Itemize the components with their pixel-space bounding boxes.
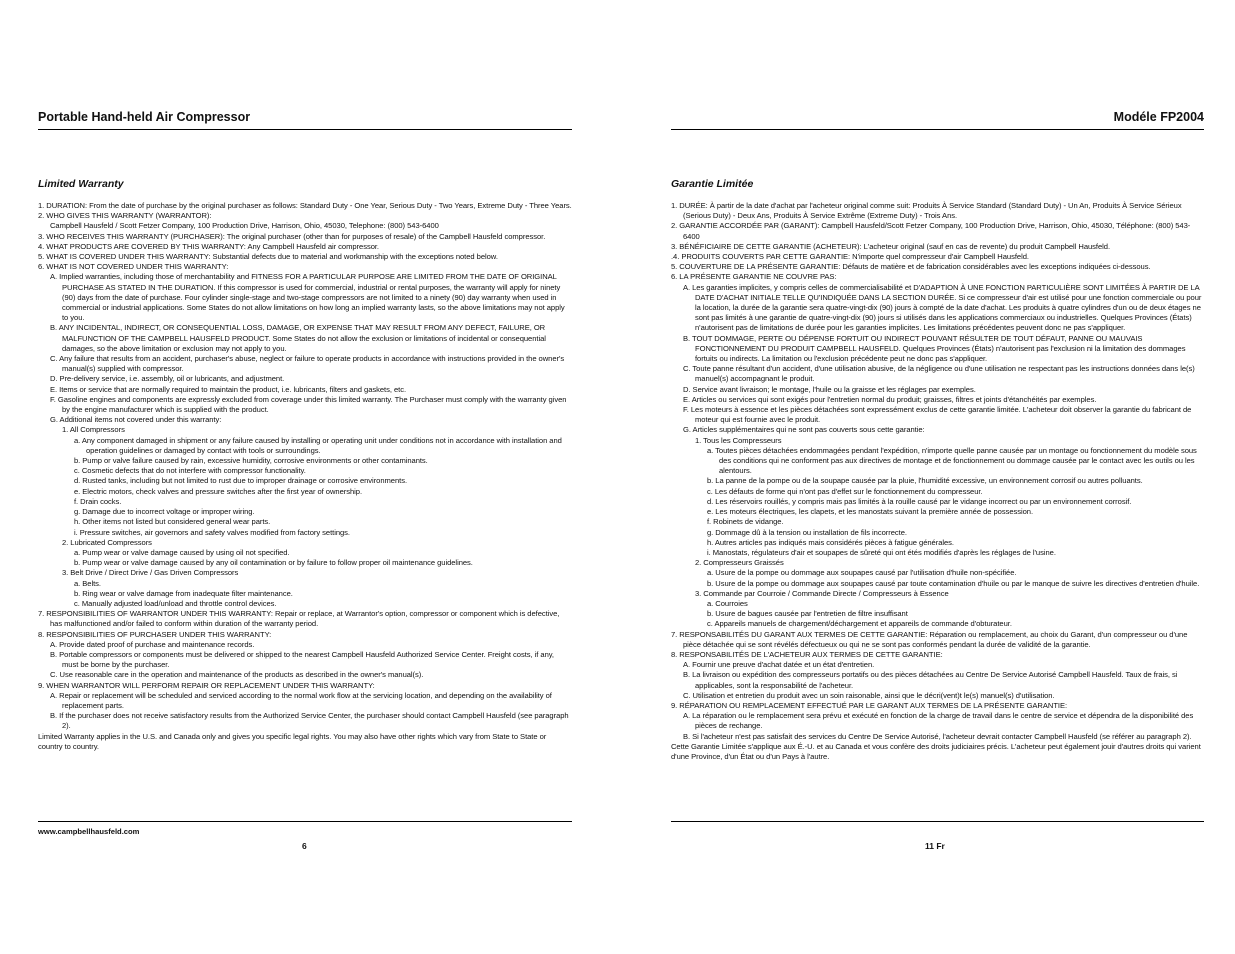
warranty-paragraph: b. La panne de la pompe ou de la soupape causée par la pluie, l'humidité excessive, un environnement corrosif ou autres polluants. (707, 476, 1143, 486)
warranty-paragraph: f. Robinets de vidange. (707, 517, 784, 527)
warranty-paragraph: i. Manostats, régulateurs d'air et soupapes de sûreté qui ont étés modifiés d'après les réglages de l'usine. (707, 547, 1056, 557)
warranty-paragraph: e. Electric motors, check valves and pressure switches after the first year of ownership. (74, 486, 363, 496)
warranty-paragraph: G. Additional items not covered under this warranty: (50, 415, 222, 425)
warranty-paragraph: c. Cosmetic defects that do not interfere with compressor functionality. (74, 466, 306, 476)
warranty-paragraph: Cette Garantie Limitée s'applique aux É.-U. et au Canada et vous confère des droits judiciaires précis. L'acheteur peut également jouir d'autres droits qui varient d'une Province, d'un État ou d'un Pays à l'autre. (671, 741, 1201, 761)
warranty-paragraph: 3. Belt Drive / Direct Drive / Gas Driven Compressors (62, 568, 239, 578)
left-page-english (38, 0, 572, 954)
header-rule (671, 129, 1204, 130)
warranty-paragraph: F. Gasoline engines and components are expressly excluded from coverage under this limited warranty. The Purchaser must comply with the warranty given by the engine manufacturer which is supplied with the product. (50, 394, 567, 415)
warranty-paragraph: E. Articles ou services qui sont exigés pour l'entretien normal du produit; graisses, filtres et joints d'étanchéités par exemples. (683, 394, 1097, 404)
warranty-paragraph: h. Other items not listed but considered general wear parts. (74, 517, 271, 527)
warranty-paragraph: d. Rusted tanks, including but not limited to rust due to improper drainage or corrosive environments. (74, 476, 407, 486)
warranty-paragraph: a. Usure de la pompe ou dommage aux soupapes causé par l'utilisation d'huile non-spécifiée. (707, 568, 1017, 578)
warranty-paragraph: 5. COUVERTURE DE LA PRÉSENTE GARANTIE: Défauts de matière et de fabrication considérables avec les exceptions indiquées ci-dessous. (671, 262, 1151, 272)
footer-rule (38, 821, 572, 822)
footer-rule (671, 821, 1204, 822)
warranty-paragraph: C. Toute panne résultant d'un accident, d'une utilisation abusive, de la négligence ou d'une utilisation ne respectant pas les instructions données dans le(s) manuel(s) accompagnant le produit. (683, 364, 1195, 384)
warranty-paragraph: 8. RESPONSABILITÉS DE L'ACHETEUR AUX TERMES DE CETTE GARANTIE: (671, 649, 943, 659)
warranty-paragraph: B. TOUT DOMMAGE, PERTE OU DÉPENSE FORTUIT OU INDIRECT POUVANT RÉSULTER DE TOUT DÉFAUT, PANNE OU MAUVAIS FONCTIONNEMENT DU PRODUIT CAMPBELL HAUSFELD. Quelques Provinces (États) n'autorisent pas l'exclusion ni la limitation des dommages fortuits ou indirects. La limitation ou l'exclusion précédente peut ne donc pas s'appliquer. (683, 333, 1186, 364)
warranty-paragraph: 1. Tous les Compresseurs (695, 435, 782, 445)
warranty-paragraph: a. Toutes pièces détachées endommagées pendant l'expédition, n'importe quelle panne causée par un montage ou fonctionnement du modèle sous des conditions qui ne conforment pas aux directives de montage et de fonctionnement ou dommage causée par le contact avec les outils ou les alentours. (707, 445, 1197, 476)
warranty-paragraph: h. Autres articles pas indiqués mais considérés pièces à fatigue générales. (707, 537, 954, 547)
warranty-paragraph: 5. WHAT IS COVERED UNDER THIS WARRANTY: Substantial defects due to material and workmanship with the exceptions noted below. (38, 252, 498, 262)
warranty-paragraph: G. Articles supplémentaires qui ne sont pas couverts sous cette garantie: (683, 425, 925, 435)
warranty-text (38, 201, 572, 752)
warranty-paragraph: B. If the purchaser does not receive satisfactory results from the Authorized Service Center, the purchaser should contact Campbell Hausfeld (see paragraph 2). (50, 711, 569, 731)
warranty-text (671, 201, 1204, 762)
warranty-paragraph: .4. PRODUITS COUVERTS PAR CETTE GARANTIE: N'importe quel compresseur d'air Campbell Hausfeld. (671, 252, 1029, 262)
warranty-paragraph: E. Items or service that are normally required to maintain the product, i.e. lubricants, filters and gaskets, etc. (50, 384, 407, 394)
warranty-paragraph: g. Dommage dû à la tension ou installation de fils incorrecte. (707, 527, 907, 537)
warranty-paragraph: B. La livraison ou expédition des compresseurs portatifs ou des pièces détachées au Centre De Service Autorisé Campbell Hausfeld. Taux de frais, si applicables, sont la responsabilité de l'acheteur. (683, 670, 1178, 690)
warranty-paragraph: 8. RESPONSIBILITIES OF PURCHASER UNDER THIS WARRANTY: (38, 629, 272, 639)
page-number: 6 (302, 841, 307, 851)
warranty-paragraph: g. Damage due to incorrect voltage or improper wiring. (74, 507, 255, 517)
warranty-paragraph: C. Use reasonable care in the operation and maintenance of the products as described in the owner's manual(s). (50, 670, 424, 680)
warranty-paragraph: 1. DURATION: From the date of purchase by the original purchaser as follows: Standard Duty - One Year, Serious Duty - Two Years, Extreme Duty - Three Years. (38, 201, 572, 210)
warranty-paragraph: 3. WHO RECEIVES THIS WARRANTY (PURCHASER): The original purchaser (other than for purposes of resale) of the Campbell Hausfeld compressor. (38, 231, 546, 241)
warranty-paragraph: Campbell Hausfeld / Scott Fetzer Company, 100 Production Drive, Harrison, Ohio, 45030, Telephone: (800) 543-6400 (50, 221, 439, 231)
warranty-paragraph: a. Courroies (707, 598, 748, 608)
warranty-paragraph: c. Manually adjusted load/unload and throttle control devices. (74, 598, 277, 608)
warranty-paragraph: Limited Warranty applies in the U.S. and Canada only and gives you specific legal rights. You may also have other rights which vary from State to State or country to country. (38, 731, 547, 751)
warranty-paragraph: f. Drain cocks. (74, 496, 122, 506)
warranty-paragraph: B. Si l'acheteur n'est pas satisfait des services du Centre De Service Autorisé, l'acheteur devrait contacter Campbell Hausfeld (se référer au paragraph 2). (683, 731, 1192, 741)
section-title: Garantie Limitée (671, 178, 754, 190)
header-title: Portable Hand-held Air Compressor (38, 110, 251, 124)
warranty-paragraph: a. Any component damaged in shipment or any failure caused by installing or operating unit under conditions not in accordance with installation and operation guidelines or damaged by contact with tools or surroundings. (74, 435, 562, 455)
warranty-paragraph: a. Belts. (74, 578, 101, 588)
page-number: 11 Fr (925, 841, 945, 851)
warranty-paragraph: D. Service avant livraison; le montage, l'huile ou la graisse et les réglages par exemples. (683, 384, 976, 394)
warranty-paragraph: 6. WHAT IS NOT COVERED UNDER THIS WARRANTY: (38, 262, 229, 272)
right-page-french (671, 0, 1204, 954)
warranty-paragraph: 2. Compresseurs Graissés (695, 558, 784, 568)
warranty-paragraph: A. Provide dated proof of purchase and maintenance records. (50, 639, 255, 649)
footer-url: www.campbellhausfeld.com (38, 827, 140, 836)
warranty-paragraph: D. Pre-delivery service, i.e. assembly, oil or lubricants, and adjustment. (50, 374, 285, 384)
warranty-paragraph: 2. WHO GIVES THIS WARRANTY (WARRANTOR): (38, 211, 212, 221)
warranty-paragraph: b. Usure de bagues causée par l'entretien de filtre insuffisant (707, 609, 908, 619)
warranty-paragraph: 4. WHAT PRODUCTS ARE COVERED BY THIS WARRANTY: Any Campbell Hausfeld air compressor. (38, 241, 379, 251)
warranty-paragraph: 6. LA PRÉSENTE GARANTIE NE COUVRE PAS: (671, 272, 837, 282)
warranty-paragraph: d. Les réservoirs rouillés, y compris mais pas limités à la rouille causé par le vidange incorrect ou par un environnement corrosif. (707, 496, 1132, 506)
header-rule (38, 129, 572, 130)
warranty-paragraph: 7. RESPONSABILITÉS DU GARANT AUX TERMES DE CETTE GARANTIE: Réparation ou remplacement, au choix du Garant, d'un compresseur ou d'une pièce détachée qui se sont révélés défectueux ou qui ne se sont pas conformés pendant la durée de validité de la garantie. (671, 629, 1188, 649)
warranty-paragraph: 2. GARANTIE ACCORDÉE PAR (GARANT): Campbell Hausfeld/Scott Fetzer Company, 100 Production Drive, Harrison, Ohio, 45030, Téléphone: (800) 543-6400 (671, 221, 1191, 241)
warranty-paragraph: A. La réparation ou le remplacement sera prévu et exécuté en fonction de la charge de travail dans le centre de service et dépendra de la disponibilité des pièces de rechange. (683, 711, 1194, 731)
warranty-paragraph: i. Pressure switches, air governors and safety valves modified from factory settings. (74, 527, 350, 537)
warranty-paragraph: b. Ring wear or valve damage from inadequate filter maintenance. (74, 588, 293, 598)
section-title: Limited Warranty (38, 178, 124, 190)
warranty-paragraph: F. Les moteurs à essence et les pièces détachées sont expressément exclus de cette garantie limitée. L'acheteur doit observer la garantie du fabricant de moteur qui est fournie avec le produit. (683, 405, 1192, 425)
warranty-paragraph: a. Pump wear or valve damage caused by using oil not specified. (74, 547, 290, 557)
warranty-paragraph: 9. RÉPARATION OU REMPLACEMENT EFFECTUÉ PAR LE GARANT AUX TERMES DE LA PRÉSENTE GARANTIE: (671, 700, 1068, 710)
warranty-paragraph: 7. RESPONSIBILITIES OF WARRANTOR UNDER THIS WARRANTY: Repair or replace, at Warrantor's option, compressor or component which is defective, has malfunctioned and/or failed to conform within duration of the warranty period. (38, 609, 560, 629)
warranty-paragraph: 2. Lubricated Compressors (62, 537, 152, 547)
warranty-paragraph: 1. All Compressors (62, 425, 125, 435)
warranty-paragraph: c. Les défauts de forme qui n'ont pas d'effet sur le fonctionnement du compresseur. (707, 486, 983, 496)
warranty-paragraph: B. Portable compressors or components must be delivered or shipped to the nearest Campbell Hausfeld Authorized Service Center. Freight costs, if any, must be borne by the purchaser. (50, 649, 554, 670)
warranty-paragraph: c. Appareils manuels de chargement/déchargement et appareils de commande d'obturateur. (707, 619, 1012, 629)
warranty-paragraph: A. Les garanties implicites, y compris celles de commercialisabilité et D'ADAPTION À UNE FONCTION PARTICULIÈRE SONT LIMITÉES À PARTIR DE LA DATE D'ACHAT INITIALE TELLE QU'INDIQUÉE DANS LA SECTION DURÉE. Si ce compresseur d'air est utilisé pour une fonction commerciale ou pour la location, la durée de la garantie sera quatre-vingt-dix (90) jours à compté de la date d'achat. Les produits à quatre cylindres d'un ou de deux étages ne sont pas limités à une garantie de quatre-vingt-dix (90) jours si utilisés dans les applications commerciaux ou industrielles. Quelques Provinces (États) n'autorisent pas de limitations de durée pour les garanties implicites. Les limitations précédentes peuvent donc ne pas s'appliquer. (683, 282, 1202, 333)
warranty-paragraph: A. Fournir une preuve d'achat datée et un état d'entretien. (683, 660, 875, 670)
warranty-paragraph: e. Les moteurs électriques, les clapets, et les manostats suivant la première année de possession. (707, 507, 1034, 517)
warranty-paragraph: A. Repair or replacement will be scheduled and serviced according to the normal work flow at the servicing location, and depending on the availability of replacement parts. (50, 690, 552, 710)
warranty-paragraph: b. Pump or valve failure caused by rain, excessive humidity, corrosive environments or other contaminants. (74, 456, 428, 466)
warranty-paragraph: C. Any failure that results from an accident, purchaser's abuse, neglect or failure to operate products in accordance with instructions provided in the owner's manual(s) supplied with compressor. (50, 354, 565, 374)
warranty-paragraph: 9. WHEN WARRANTOR WILL PERFORM REPAIR OR REPLACEMENT UNDER THIS WARRANTY: (38, 680, 375, 690)
warranty-paragraph: B. ANY INCIDENTAL, INDIRECT, OR CONSEQUENTIAL LOSS, DAMAGE, OR EXPENSE THAT MAY RESULT FROM ANY DEFECT, FAILURE, OR MALFUNCTION OF THE CAMPBELL HAUSFELD PRODUCT. Some States do not allow the exclusion or limitations of incidental or consequential damages, so the above limitation or exclusion may not apply to you. (50, 323, 546, 353)
warranty-paragraph: 3. BÉNÉFICIAIRE DE CETTE GARANTIE (ACHETEUR): L'acheteur original (sauf en cas de revente) du produit Campbell Hausfeld. (671, 241, 1111, 251)
warranty-paragraph: 1. DURÉE: À partir de la date d'achat par l'acheteur original comme suit: Produits À Service Standard (Standard Duty) - Un An, Produits À Service Sérieux (Serious Duty) - Deux Ans, Produits À Service Extrême (Extreme Duty) - Trois Ans. (671, 201, 1182, 221)
warranty-paragraph: b. Pump wear or valve damage caused by any oil contamination or by failure to follow proper oil maintenance guidelines. (74, 558, 473, 568)
header-title: Modéle FP2004 (1113, 110, 1204, 124)
warranty-paragraph: 3. Commande par Courroie / Commande Directe / Compresseurs à Essence (695, 588, 949, 598)
warranty-paragraph: C. Utilisation et entretien du produit avec un soin raisonable, ainsi que le décri(vent)t le(s) manuel(s) d'utilisation. (683, 690, 1055, 700)
warranty-paragraph: A. Implied warranties, including those of merchantability and FITNESS FOR A PARTICULAR PURPOSE ARE LIMITED FROM THE DATE OF ORIGINAL PURCHASE AS STATED IN THE DURATION. If this compressor is used for commercial, industrial or rental purposes, the warranty will apply for ninety (90) days from the date of purchase. Four cylinder single-stage and two-stage compressors are not limited to a ninety (90) day warranty when used in commercial or industrial applications. Some States do not allow limitations on how long an implied warranty lasts, so the above limitations may not apply to you. (50, 272, 565, 323)
warranty-paragraph: b. Usure de la pompe ou dommage aux soupapes causé par toute contamination d'huile ou par le manque de suivre les directives d'entretien d'huile. (707, 578, 1200, 588)
